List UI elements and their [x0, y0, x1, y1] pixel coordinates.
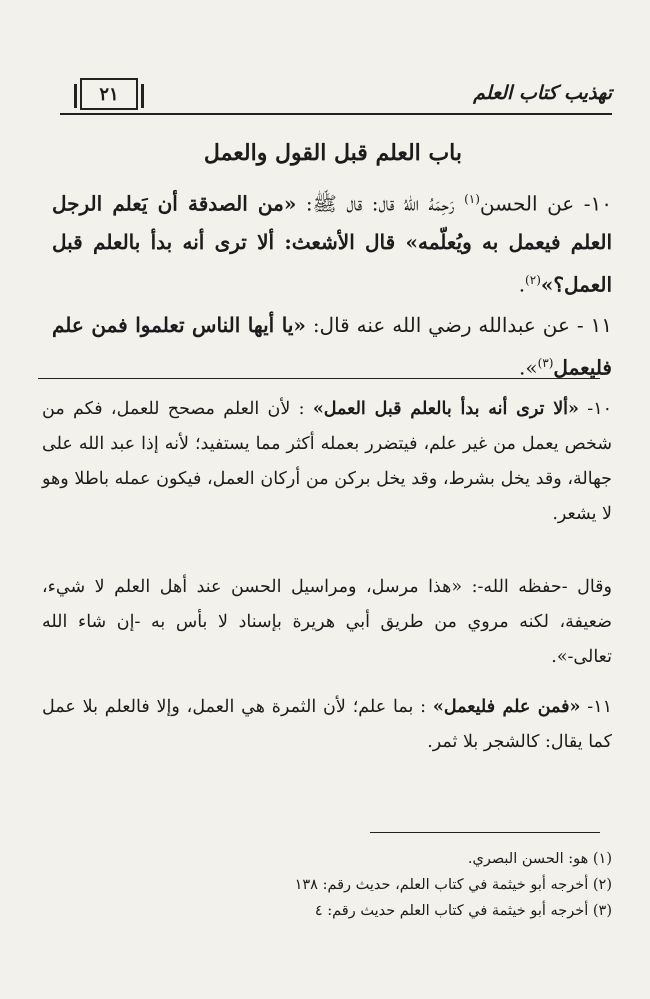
footnote-marker-3: (٣)	[537, 356, 554, 370]
commentary-10-note	[42, 570, 612, 675]
header-rule	[60, 113, 612, 115]
hadith-10-quote: «من الصدقة أن يَعلم الرجل العلم فيعمل به ويُعلّمه»	[52, 191, 613, 254]
hadith-10-prefix: ١٠- عن الحسن	[479, 191, 612, 216]
hadith-11-prefix: ١١ - عن عبدالله رضي الله عنه قال:	[305, 313, 613, 337]
hadith-10-narration: رَحِمَهُ اللهُ قال: قال ﷺ:	[296, 191, 465, 216]
hadith-11-end: ».	[519, 355, 538, 380]
hadith-11	[52, 306, 612, 387]
footnote-1: (١) هو: الحسن البصري.	[467, 851, 612, 867]
commentary-10-number: ١٠-	[578, 399, 612, 419]
commentary-11-heading: «فمن علم فليعمل»	[432, 697, 581, 717]
hadith-10-end: .	[518, 272, 526, 297]
commentary-10-note-text: وقال -حفظه الله-: «هذا مرسل، ومراسيل الحسن عند أهل العلم لا شيء، ضعيفة، لكنه مروي من طريق أبي هريرة بإسناد لا بأس به -إن شاء الله تعالى-».	[42, 577, 612, 667]
page-number: ٢١	[99, 83, 119, 105]
hadith-10	[52, 180, 612, 303]
commentary-11-number: ١١-	[580, 697, 612, 717]
footnotes	[52, 846, 612, 924]
hadith-10-question: ألا ترى أنه بدأ بالعلم قبل العمل؟»	[52, 229, 612, 297]
footnote-3: (٣) أخرجه أبو خيثمة في كتاب العلم حديث رقم: ٤	[314, 903, 612, 919]
footnote-marker-1: (١)	[464, 192, 480, 206]
commentary-11-text: : بما علم؛ لأن الثمرة هي العمل، وإلا فالعلم بلا عمل كما يقال: كالشجر بلا ثمر.	[42, 697, 612, 752]
commentary-10	[42, 392, 612, 532]
footnote-2: (٢) أخرجه أبو خيثمة في كتاب العلم، حديث رقم: ١٣٨	[294, 877, 612, 893]
running-header-title: تهذيب كتاب العلم	[473, 82, 612, 104]
commentary-separator	[38, 378, 600, 379]
footnote-rule	[370, 832, 600, 833]
page-number-box	[80, 78, 138, 110]
footnote-marker-2: (٢)	[525, 272, 541, 287]
hadith-11-quote: «يا أيها الناس تعلموا فمن علم فليعمل	[52, 313, 612, 380]
hadith-10-commentator: قال الأشعث:	[274, 229, 406, 254]
commentary-11	[42, 690, 612, 760]
commentary-10-text: : لأن العلم مصحح للعمل، فكم من شخص يعمل من غير علم، فيتضرر بعمله أكثر مما يستفيد؛ لأنه إذا عبد الله على جهالة، وقد يخل بشرط، وقد يخل بركن من أركان العمل، فيكون عمله باطلا وهو لا يشعر.	[42, 399, 612, 524]
section-title: باب العلم قبل القول والعمل	[203, 140, 462, 166]
commentary-10-heading: «ألا ترى أنه بدأ بالعلم قبل العمل»	[312, 399, 579, 419]
